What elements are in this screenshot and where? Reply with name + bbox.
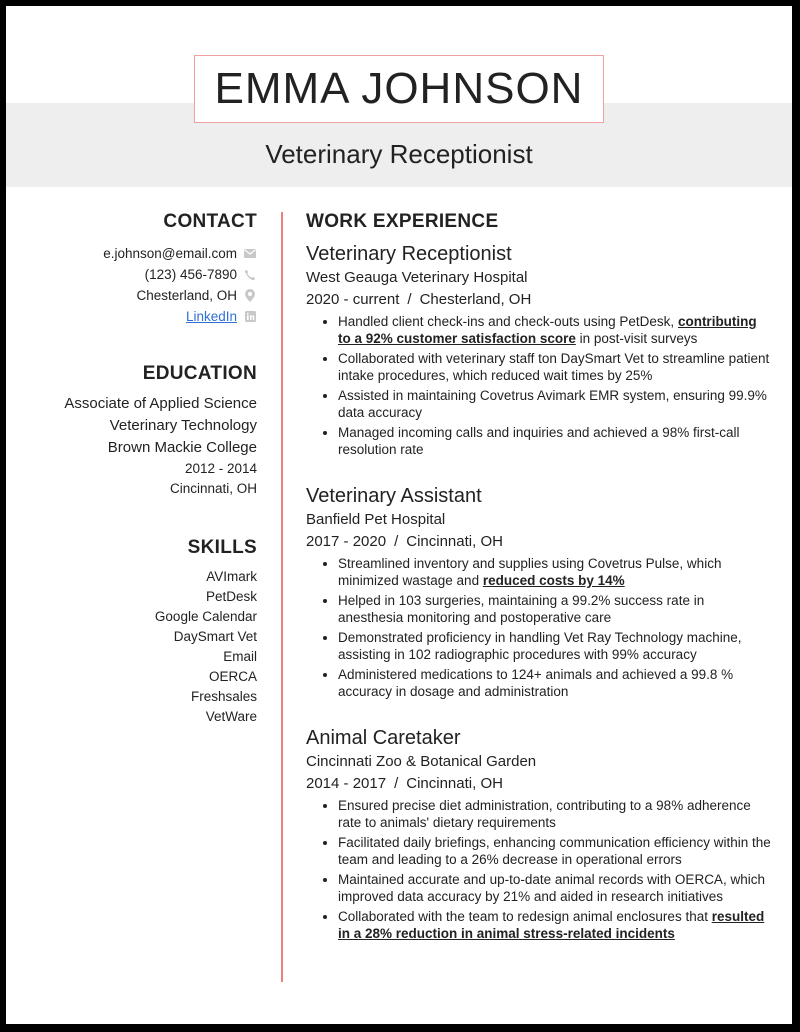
skills-heading: SKILLS [187, 537, 257, 558]
skill-item: Email [223, 649, 257, 664]
job-meta [306, 773, 771, 795]
bullet-item: • Demonstrated proficiency in handling Vet Ray Technology machine, assisting in 102 radiographic procedures with 99% accuracy [338, 629, 771, 663]
skill-item: OERCA [208, 669, 257, 684]
job-sep: / [407, 291, 412, 308]
job-company: West Geauga Veterinary Hospital [306, 269, 528, 286]
job-entry [306, 483, 771, 700]
job-company: Cincinnati Zoo & Botanical Garden [306, 753, 537, 770]
job-entry [306, 725, 771, 942]
phone-text: (123) 456-7890 [144, 267, 237, 282]
bullet-item: • Collaborated with the team to redesign animal enclosures that resulted in a 28% reduction in animal stress-related incidents [338, 908, 771, 942]
column-divider [281, 212, 283, 982]
job-role: Animal Caretaker [306, 727, 461, 749]
bullet-item: • Administered medications to 124+ animals and achieved a 99.8 % accuracy in dosage and administration [338, 666, 771, 700]
job-role: Veterinary Assistant [306, 485, 482, 507]
name-box [194, 55, 604, 123]
linkedin-icon [243, 311, 257, 322]
contact-email [6, 243, 257, 264]
education-field: Veterinary Technology [109, 417, 257, 434]
bullet-item: • Maintained accurate and up-to-date animal records with OERCA, which improved data accuracy by 21% and aided in research initiatives [338, 871, 771, 905]
location-pin-icon [243, 289, 257, 302]
job-company: Banfield Pet Hospital [306, 511, 446, 528]
job-sep: / [394, 775, 399, 792]
bullet-item: • Ensured precise diet administration, contributing to a 98% adherence rate to animals' dietary requirements [338, 797, 771, 831]
location-text: Chesterland, OH [136, 288, 237, 303]
right-column [306, 211, 771, 945]
bullet-item: • Collaborated with veterinary staff ton DaySmart Vet to streamline patient intake procedures, which reduced wait times by 25% [338, 350, 771, 384]
candidate-title: Veterinary Receptionist [265, 139, 533, 169]
skill-item: DaySmart Vet [173, 629, 257, 644]
resume-page [6, 6, 792, 1024]
job-bullets [306, 313, 771, 458]
education-heading: EDUCATION [142, 363, 257, 384]
work-heading: WORK EXPERIENCE [306, 211, 499, 232]
bullet-item: • Streamlined inventory and supplies using Covetrus Pulse, which minimized wastage and reduced costs by 14% [338, 555, 771, 589]
skill-item: PetDesk [205, 589, 257, 604]
contact-phone [6, 264, 257, 285]
job-meta [306, 531, 771, 553]
bullet-item: • Facilitated daily briefings, enhancing communication efficiency within the team and leading to a 26% decrease in operational errors [338, 834, 771, 868]
email-text[interactable]: e.johnson@email.com [103, 246, 237, 261]
job-meta [306, 289, 771, 311]
job-dates: 2017 - 2020 [306, 533, 387, 550]
bullet-item: • Handled client check-ins and check-outs using PetDesk, contributing to a 92% customer satisfaction score in post-visit surveys [338, 313, 771, 347]
contact-heading: CONTACT [163, 211, 257, 232]
education-years: 2012 - 2014 [184, 461, 257, 476]
bullet-item: • Helped in 103 surgeries, maintaining a 99.2% success rate in anesthesia monitoring and postoperative care [338, 592, 771, 626]
education-degree: Associate of Applied Science [64, 395, 257, 412]
linkedin-link[interactable]: LinkedIn [185, 309, 237, 324]
job-sep: / [394, 533, 399, 550]
contact-location [6, 285, 257, 306]
left-column [6, 211, 257, 727]
envelope-icon [243, 249, 257, 258]
candidate-name: EMMA JOHNSON [214, 64, 584, 113]
phone-icon [243, 269, 257, 281]
education-school: Brown Mackie College [107, 439, 257, 456]
job-bullets [306, 555, 771, 700]
education-location: Cincinnati, OH [169, 481, 257, 496]
contact-linkedin [6, 306, 257, 327]
job-entry [306, 241, 771, 458]
bullet-item: • Managed incoming calls and inquiries and achieved a 98% first-call resolution rate [338, 424, 771, 458]
job-location: Cincinnati, OH [406, 533, 503, 550]
skill-item: Google Calendar [154, 609, 257, 624]
job-location: Chesterland, OH [419, 291, 532, 308]
job-dates: 2014 - 2017 [306, 775, 387, 792]
job-bullets [306, 797, 771, 942]
job-role: Veterinary Receptionist [306, 243, 512, 265]
bullet-item: • Assisted in maintaining Covetrus Avimark EMR system, ensuring 99.9% data accuracy [338, 387, 771, 421]
job-location: Cincinnati, OH [406, 775, 503, 792]
skill-item: VetWare [205, 709, 257, 724]
skill-item: Freshsales [190, 689, 257, 704]
job-dates: 2020 - current [306, 291, 400, 308]
skills-list [6, 567, 257, 727]
skill-item: AVImark [206, 569, 257, 584]
